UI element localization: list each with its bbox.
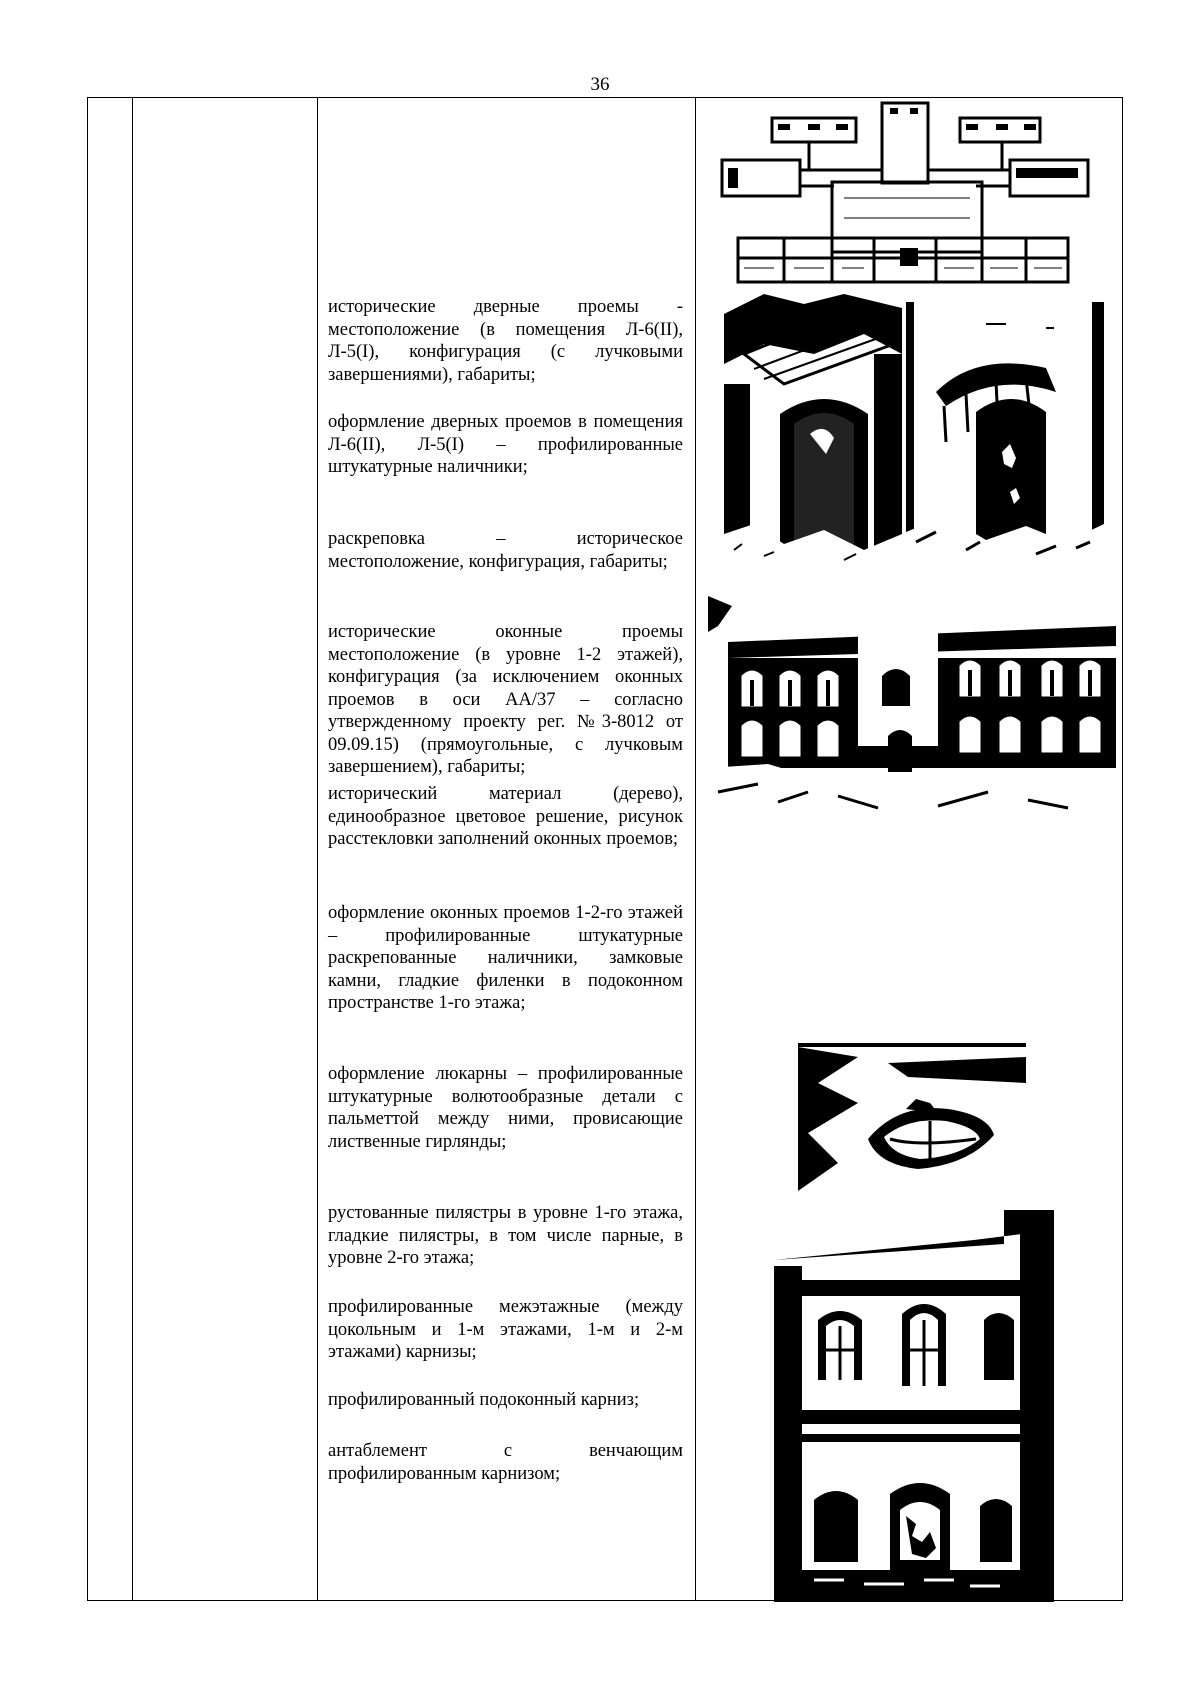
door-opening-photo-2 xyxy=(906,302,1104,570)
paragraph: раскреповка – историческое местоположение, конфигурация, габариты; xyxy=(328,529,683,572)
paragraph: профилированный подоконный карниз; xyxy=(328,1390,640,1410)
column-divider xyxy=(132,98,133,1600)
paragraph: антаблемент с венчающим профилированным карнизом; xyxy=(328,1441,683,1484)
paragraph: оформление оконных проемов 1-2-го этажей – профилированные штукатурные раскрепованные наличники, замковые камни, гладкие филенки в подоконном пространстве 1-го этажа; xyxy=(328,903,683,1013)
paragraph: исторический материал (дерево), единообразное цветовое решение, рисунок расстекловки заполнений оконных проемов; xyxy=(328,784,683,849)
facade-windows-photo xyxy=(708,596,1116,818)
paragraph: рустованные пилястры в уровне 1-го этажа, гладкие пилястры, в том числе парные, в уровне 2-го этажа; xyxy=(328,1203,683,1268)
paragraph: оформление дверных проемов в помещения Л-6(II), Л-5(I) – профилированные штукатурные наличники; xyxy=(328,412,683,477)
paragraph: профилированные межэтажные (между цокольным и 1-м этажами, 1-м и 2-м этажами) карнизы; xyxy=(328,1297,683,1362)
floor-plan-image xyxy=(714,98,1096,290)
column-divider xyxy=(317,98,318,1600)
paragraph: оформление люкарны – профилированные штукатурные волютообразные детали с пальметтой между ними, провисающие лиственные гирлянды; xyxy=(328,1064,683,1152)
door-opening-photo-1 xyxy=(724,294,902,570)
page-number: 36 xyxy=(590,74,610,95)
paragraph: исторические дверные проемы - местоположение (в помещения Л-6(II), Л-5(I), конфигурация (с лучковыми завершениями), габариты; xyxy=(328,297,683,385)
pilasters-facade-photo xyxy=(774,1210,1054,1602)
dormer-photo xyxy=(798,1043,1026,1191)
paragraph: исторические оконные проемы местоположение (в уровне 1-2 этажей), конфигурация (за исключением оконных проемов в оси АА/37 – согласно утвержденному проекту рег. №3-8012 от 09.09.15) (прямоугольные, с лучковым завершением), габариты; xyxy=(328,622,683,777)
column-divider xyxy=(695,98,696,1600)
